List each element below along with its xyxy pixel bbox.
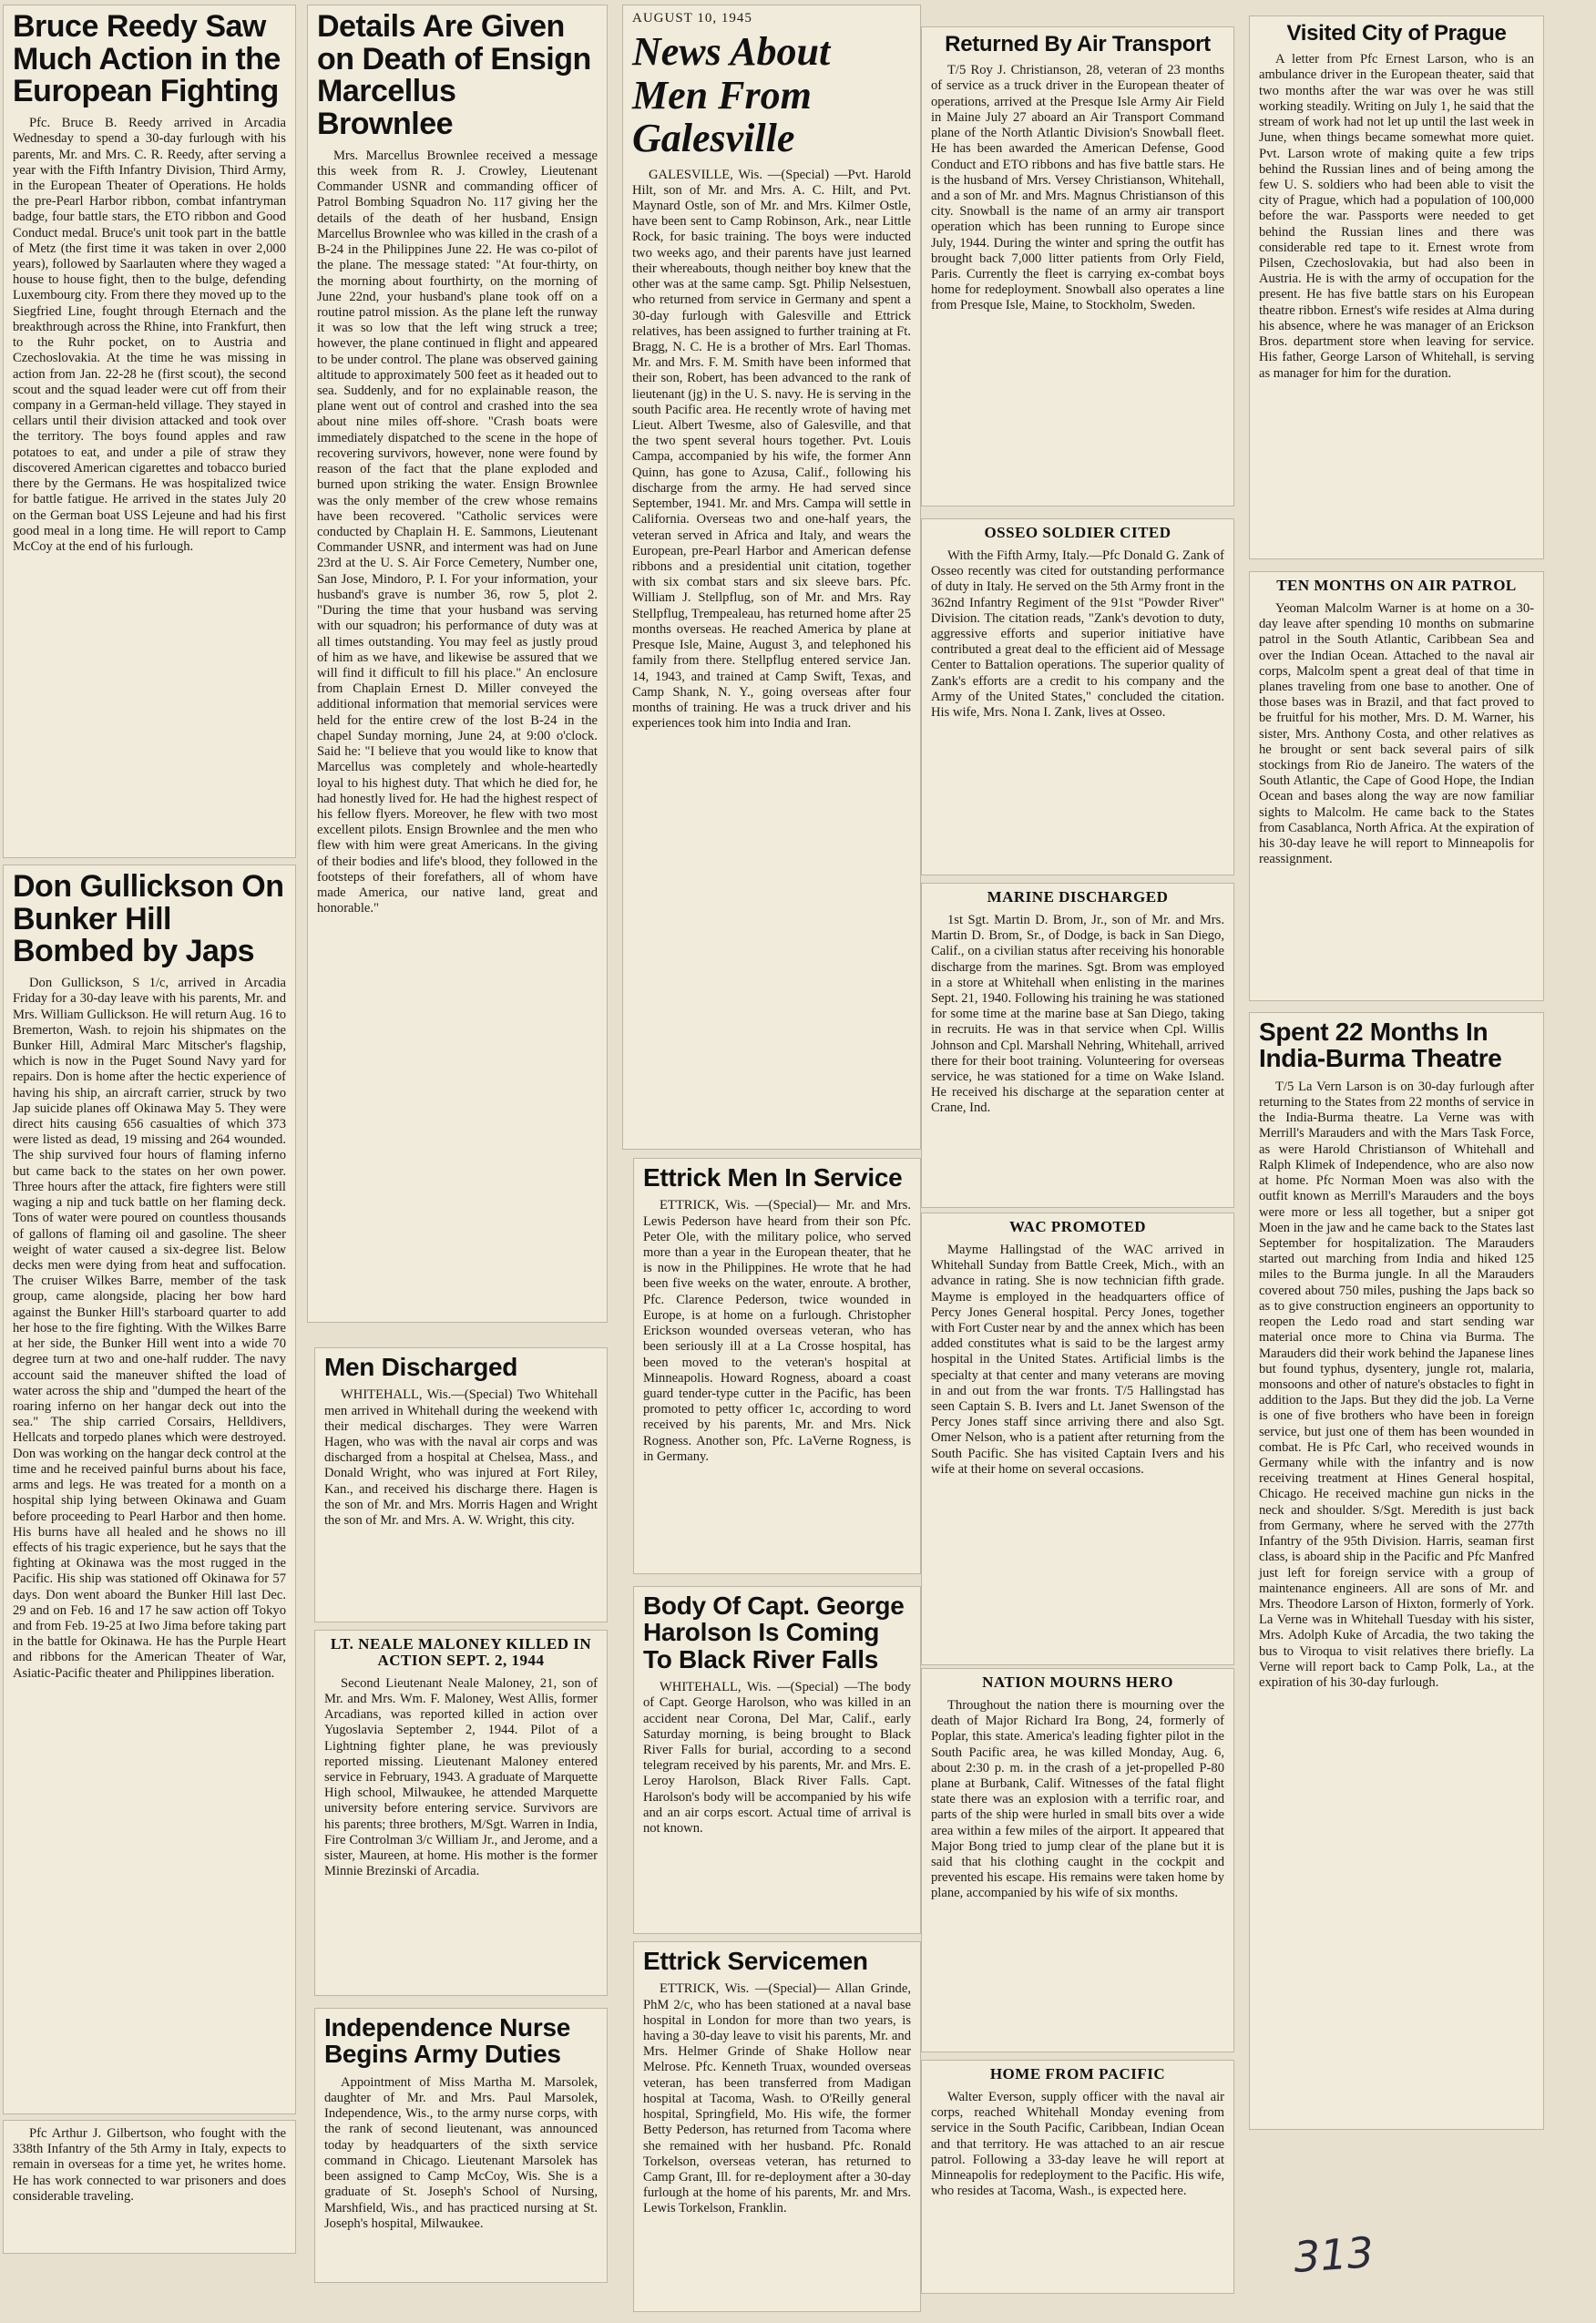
dateline: AUGUST 10, 1945 [632, 11, 752, 26]
headline: Ettrick Servicemen [643, 1947, 868, 1975]
headline: Independence Nurse Begins Army Duties [324, 2013, 571, 2069]
article-body: 1st Sgt. Martin D. Brom, Jr., son of Mr. and Mrs. Martin D. Brom, Sr., of Dodge, is back in San Diego, Calif., on a civilian status after receiving his honorable discharge from the marines. Sgt. Brom was employed in a store at Whitehall when enlisting in the marines Sept. 21, 1940. Following his training he was stationed for some time at the marine base at San Diego, taking in recruits. He was in that service when Cpl. Willis Johnson and Cpl. Marshall Nehring, Whitehall, arrived there for their boot training. Volunteering for overseas service, he was stationed for a time on Wake Island. He received his discharge at the separation center at Crane, Ind. [931, 912, 1224, 1116]
headline: Bruce Reedy Saw Much Action in the European Fighting [13, 9, 281, 109]
article-zank [922, 519, 1233, 875]
article-body: T/5 Roy J. Christianson, 28, veteran of 23 months of service as a truck driver in the European theater of operations, arrived at the Presque Isle Army Air Field in Maine July 27 aboard an Air Transport Command plane of the North Atlantic Division's Snowball fleet. He has been awarded the American Defense, Good Conduct and ETO ribbons and has five battle stars. He is the husband of Mrs. Versey Christianson, Whitehall, and a son of Mr. and Mrs. Magnus Christianson of this city. Snowball is the name of an army air transport operation which has been running to Europe since July, 1944. During the winter and spring the outfit has brought back 7,000 litter patients from Orly Field, Paris. Currently the fleet is carrying ex-combat boys home for redeployment. Snowball also operates a line from Presque Isle, Maine, to Stockholm, Sweden. [931, 63, 1224, 313]
article-ettrick-servicemen [634, 1942, 920, 2311]
article-gullickson [4, 865, 295, 2113]
article-body: Pfc. Bruce B. Reedy arrived in Arcadia Wednesday to spend a 30-day furlough with his parents, Mr. and Mrs. C. R. Reedy, after serving a year with the Fifth Infantry Division, Third Army, in the European Theater of Operations. He holds the pre-Pearl Harbor ribbon, combat infantryman badge, four battle stars, the ETO ribbon and Good Conduct medal. Bruce's unit took part in the battle of Metz (the first time it was taken in over 2,000 years), followed by Saarlauten where they waged a house to house fight, then to the bulge, defending Luxembourg city. From there they moved up to the Siegfried Line, fought through Eternach and the breakthrough across the Rhine, into Frankfurt, then to the Ruhr pocket, on to Austria and Czechoslovakia. At the time he was missing in action from Jan. 22-28 he (first scout), the second scout and the squad leader were cut off from their company in a German-held village. They stayed in cellars until their division attacked and took over the territory. The boys found apples and raw potatoes to eat, and under a pile of straw they discovered American cigarettes and tobacco buried there by the Germans. He was hospitalized twice for battle fatigue. He arrived in the states July 20 on the German boat USS Lejeune and had his first good meal in a long time. He will report to Camp McCoy at the end of his furlough. [13, 116, 286, 554]
article-body: WHITEHALL, Wis. —(Special) —The body of Capt. George Harolson, who was killed in an accident near Corona, Del Mar, Calif., early Saturday morning, is being brought to Black River Falls for burial, according to a second telegram received by his parents, Mr. and Mrs. E. Leroy Harolson, Black River Falls. Capt. Harolson's body will be accompanied by his wife and an air corps escort. Actual time of arrival is not known. [643, 1680, 911, 1837]
article-maloney [315, 1631, 607, 1995]
article-body: ETTRICK, Wis. —(Special)— Mr. and Mrs. Lewis Pederson have heard from their son Pfc. Peter Ole, with the military police, who served more than a year in the European theater, that he is now in the Philippines. He wrote that he had been five weeks on the water, enroute. A brother, Pfc. Clarence Pederson, twice wounded in Europe, is at home on a furlough. Christopher Erickson wounded overseas veteran, who has been seriously ill at a La Crosse hospital, has been moved to the veteran's hospital at Minneapolis. Howard Rogness, aboard a coast guard tender-type cutter in the Pacific, has been promoted to petty officer 1c, according to word received by his parents, Mr. and Mrs. Nick Rogness. Another son, Pfc. LaVerne Rogness, is in Germany. [643, 1198, 911, 1464]
headline: MARINE DISCHARGED [987, 888, 1169, 906]
headline: HOME FROM PACIFIC [989, 2065, 1166, 2083]
article-body: Second Lieutenant Neale Maloney, 21, son of Mr. and Mrs. Wm. F. Maloney, West Allis, former Arcadians, was reported killed in action over Yugoslavia September 2, 1944. Pilot of a Lightning fighter plane, he was previously reported missing. Lieutenant Maloney entered service in February, 1943. A graduate of Marquette High school, Milwaukee, he attended Marquette university before entering service. Survivors are his parents; three brothers, M/Sgt. Warren in India, Fire Controlman 3/c William Jr., and Jerome, and a sister, Maureen, at home. His mother is the former Minnie Brezinski of Arcadia. [324, 1675, 598, 1879]
article-brom [922, 884, 1233, 1207]
headline: LT. NEALE MALONEY KILLED IN ACTION SEPT. 2, 1944 [330, 1635, 592, 1669]
article-reedy [4, 5, 295, 857]
article-body: T/5 La Vern Larson is on 30-day furlough after returning to the States from 22 months of service in the India-Burma theatre. La Verne was with Merrill's Marauders and with the Mars Task Force, as were Harold Christianson of Whitehall and Ralph Klimek of Independence, who are also now at home. Pfc Norman Moen was also with the outfit known as Merrill's Marauders and the boys were more or less all together, but a sniper got Moen in the jaw and he came back to the States last September for hospitalization. The Marauders started out marching from India and hiked 125 miles to the Burma jungle. In all the Marauders covered about 750 miles, pushing the Japs back so as to give construction engineers an opportunity to reopen the Ledo road and start sending war material once more to China via Burma. The Marauders did their work behind the Japanese lines but found typhus, dysentery, jungle rot, malaria, monsoons and other of nature's obstacles to fight in addition to the Japs. But they did the job. La Verne is one of five brothers who have been in foreign service, but just one of them has been wounded in combat. He is Pfc Carl, who received wounds in Germany while with the infantry and is now receiving treatment at Hines General hospital, Chicago. He received machine gun nicks in the neck and shoulder. S/Sgt. Meredith is just back from Germany, where he served with the 277th Infantry of the 95th Division. Harris, seaman first class, is aboard ship in the Pacific and Pfc Manfred just left for foreign service with a group of maintenance engineers. All are sons of Mr. and Mrs. Theodore Larson of Hixton, formerly of York. La Verne was in Whitehall Tuesday with his sister, Mrs. Adolph Kuke of Arcadia, the two taking the bus to Viroqua to visit relatives there briefly. La Verne will report back to Camp Polk, La., at the expiration of his 30-day furlough. [1259, 1079, 1534, 1691]
page-number: 313 [1292, 2227, 1376, 2282]
headline: Body Of Capt. George Harolson Is Coming To Black River Falls [643, 1591, 905, 1673]
article-body: With the Fifth Army, Italy.—Pfc Donald G. Zank of Osseo recently was cited for outstanding performance of duty in Italy. He served on the 5th Army front in the 362nd Infantry Regiment of the 91st "Powder River" Division. The citation reads, "Zank's devotion to duty, aggressive efforts and superior initiative have contributed a great deal to the efficient aid of Message Center to Battalion operations. The superior quality of Zank's efforts are a credit to his company and the Army of the United States," concluded the citation. His wife, Mrs. Nona I. Zank, lives at Osseo. [931, 547, 1224, 721]
article-body: Walter Everson, supply officer with the naval air corps, reached Whitehall Monday evening from service in the South Pacific, Caribbean, Indian Ocean and that territory. He was attached to an air rescue patrol. Following a 33-day leave he will report at Minneapolis for redeployment to the Pacific. His wife, who resides at Tacoma, Wash., is expected here. [931, 2089, 1224, 2199]
article-body: Don Gullickson, S 1/c, arrived in Arcadia Friday for a 30-day leave with his parents, Mr. and Mrs. William Gullickson. He will return Aug. 16 to Bremerton, Wash. to rejoin his shipmates on the Bunker Hill, Admiral Marc Mitscher's flagship, which is now in the Puget Sound Navy yard for repairs. Don is home after the hectic experience of having his ship, an aircraft carrier, struck by two Jap suicide planes off Okinawa May 5. They were direct hits causing 656 casualties of which 373 were listed as dead, 19 missing and 264 wounded. The ship survived four hours of flaming inferno but came back to the states on her own power. Three hours after the attack, fire fighters were still waging a nip and tuck battle on her flaming deck. Tons of water were poured on countless thousands of gallons of flaming oil and gasoline. The sheer weight of water caused a six-degree list. Below decks men were dying from heat and suffocation. The cruiser Wilkes Barre, member of the task group, came alongside, placing her bow hard against the Bunker Hill's starboard quarter to add her hose to the fire fighting. With the Wilkes Barre at her side, the Bunker Hill went into a wide 70 degree turn at two and one-half rudder. The navy account said the maneuver shifted the load of water across the ship and "dumped the heart of the roaring inferno on her hangar deck out into the sea." The ship carried Corsairs, Helldivers, Hellcats and torpedo planes which were destroyed. Don was working on the hangar deck control at the time and he received painful burns about his face, arms and legs. He was treated for a month on a hospital ship lying between Okinawa and Guam before proceeding to Pearl Harbor and then home. His burns have all healed and he shows no ill effects of his tragic experience, but he says that the fighting at Okinawa was the most rugged in the Pacific. His ship was stationed off Okinawa for 57 days. Don went aboard the Bunker Hill last Dec. 29 and on Feb. 16 and 17 he saw action off Tokyo and from Feb. 19-25 at Iwo Jima before taking part in the battle for Okinawa. He has the Purple Heart and ribbons for the American Theater of War, Asiatic-Pacific theater and Philippines liberation. [13, 976, 286, 1681]
article-men-discharged [315, 1348, 607, 1622]
headline: Don Gullickson On Bunker Hill Bombed by Japs [13, 869, 284, 969]
article-christianson [922, 27, 1233, 506]
headline: WAC PROMOTED [1008, 1218, 1147, 1235]
article-body: WHITEHALL, Wis.—(Special) Two Whitehall men arrived in Whitehall during the weekend with their medical discharges. They were Warren Hagen, who was with the naval air corps and was discharged from a hospital at Chelsea, Mass., and Donald Wright, who was injured at Fort Riley, Kan., and received his discharge there. Hagen is the son of Mr. and Mrs. Morris Hagen and Wright the son of Mr. and Mrs. A. W. Wright, this city. [324, 1387, 598, 1529]
article-body: Mrs. Marcellus Brownlee received a message this week from R. J. Crowley, Lieutenant Commander USNR and commanding officer of Patrol Bombing Squadron No. 117 giving her the details of the death of her husband, Ensign Marcellus Brownlee who was killed in the crash of a B-24 in the Philippines June 22. He was co-pilot of the plane. The message stated: "At four-thirty, on the morning about fourthirty, on the morning of June 22nd, your husband's plane took off on a routine patrol mission. As the plane left the runway it was so low that the left wing struck a tree; however, the plane continued in flight and appeared to be under control. The plane was observed gaining altitude to approximately 500 feet as it headed out to sea. Suddenly, and for no explainable reason, the plane went out of control and crashed into the sea about nine miles off-shore. "Crash boats were immediately dispatched to the scene in the hope of recovering survivors, however, none were found by reason of the fact that the plane exploded and burned upon striking the water. Ensign Brownlee was the only member of the crew whose remains have been recovered. "Catholic services were conducted by Chaplain H. E. Sammons, Lieutenant Commander USNR, and interment was had on June 23rd at the U. S. Air Force Cemetery, Number one, San Jose, Mindoro, P. I. For your information, your husband's grave is number 36, row 5, plot 2. "During the time that your husband was serving with our squadron; his performance of duty was at all times outstanding. You may feel as justly proud of him as we have, and likewise be assured that we will find it difficult to fill his place." An enclosure from Chaplain Ernest D. Miller conveyed the additional information that memorial services were held for the entire crew of the lost B-24 in the chapel Sunday morning, June 24, at 9:00 o'clock. Said he: "I believe that you would like to know that Marcellus was completely and whole-heartedly loyal to his highest duty. That which he died for, he had honestly lived for. He had the highest respect of his fellow flyers. Moreover, he flew with two most excellent pilots. Ensign Brownlee and the men who flew with him were great Americans. In the giving of their bodies and life's blood, they followed in the footsteps of their forefathers, all of whom have made America, our native land, great and honorable." [317, 148, 598, 916]
article-harolson [634, 1587, 920, 1933]
article-body: Throughout the nation there is mourning over the death of Major Richard Ira Bong, 24, formerly of Poplar, this state. America's leading fighter pilot in the South Pacific area, he was killed Monday, Aug. 6, about 2:30 p. m. in the crash of a jet-propelled P-80 plane at Burbank, Calif. Witnesses of the fatal flight state there was an explosion with a terrific roar, and parts of the ship were hurled in small bits over a wide area within a few miles of the airport. It appeared that Major Bong tried to jump clear of the plane but it is said that his clothing caught in the cockpit and prevented his escape. His remains were taken home by plane, accompanied by his wife of six months. [931, 1697, 1224, 1901]
article-warner [1250, 572, 1543, 1000]
article-wac [922, 1213, 1233, 1664]
article-body: Appointment of Miss Martha M. Marsolek, daughter of Mr. and Mrs. Paul Marsolek, Independence, Wis., to the army nurse corps, with the rank of second lieutenant, was announced today by headquarters of the sixth service command in Chicago. Lieutenant Marsolek has been assigned to Camp McCoy, Wis. She is a graduate of St. Joseph's School of Nursing, Marshfield, Wis., and has practiced nursing at St. Joseph's hospital, Milwaukee. [324, 2074, 598, 2231]
article-body: Yeoman Malcolm Warner is at home on a 30-day leave after spending 10 months on submarine patrol in the South Atlantic, Caribbean Sea and over the Indian Ocean. Attached to the naval air corps, Malcolm spent a great deal of that time in planes traveling from one base to another. One of those bases was in Brazil, and that fact proved to be fruitful for his mother, Mrs. D. M. Warner, his sister, Mrs. Anthony Costa, and other relatives as he brought or sent back several pairs of silk stockings from Rio de Janeiro. The waters of the South Atlantic, the Cape of Good Hope, the Indian Ocean and bases along the way are now familiar sights to Malcolm. He came back to the States from Casablanca, North Africa. At the expiration of his 30-day leave he will report to Minneapolis for reassignment. [1259, 600, 1534, 867]
headline: NATION MOURNS HERO [982, 1673, 1173, 1691]
headline: Spent 22 Months In India-Burma Theatre [1259, 1018, 1502, 1073]
article-brownlee [308, 5, 607, 1322]
headline: Visited City of Prague [1286, 21, 1507, 46]
headline: Details Are Given on Death of Ensign Marcellus Brownlee [317, 9, 591, 142]
article-body: ETTRICK, Wis. —(Special)— Allan Grinde, PhM 2/c, who has been stationed at a naval base hospital in London for more than two years, is having a 30-day leave to visit his parents, Mr. and Mrs. Helmer Grinde of Shake Hollow near Melrose. Pfc. Kenneth Truax, wounded overseas veteran, has been transferred from Madigan hospital at Tacoma, Wash. to O'Reilly general hospital, Springfield, Mo. His wife, the former Betty Pederson, has returned from Tacoma where she remained with her husband. Pfc. Ronald Torkelson, overseas veteran, has returned to Camp Grant, Ill. for re-deployment after a 30-day furlough at the home of his parents, Mr. and Mrs. Lewis Torkelson, Franklin. [643, 1981, 911, 2216]
article-body: Mayme Hallingstad of the WAC arrived in Whitehall Sunday from Battle Creek, Mich., with an advance in rating. She is now technician fifth grade. Mayme is employed in the headquarters office of Percy Jones General hospital. Percy Jones, together with Fort Custer near by and the annex which has been added constitutes what is said to be the largest army hospital in the United States. Artificial limbs is the specialty at that center and many veterans are moving in and out from the war fronts. T/5 Hallingstad has seen Captain S. B. Ivers and Lt. Janet Swenson of the Percy Jones staff since arriving there and also Sgt. Omer Nelson, who is a patient after returning from the South Pacific. She has visited Captain Ivers and his wife at their home on several occasions. [931, 1242, 1224, 1477]
article-body: GALESVILLE, Wis. —(Special) —Pvt. Harold Hilt, son of Mr. and Mrs. A. C. Hilt, and Pvt. Maynard Ostle, son of Mr. and Mrs. Kilmer Ostle, have been sent to Camp Robinson, Ark., near Little Rock, for basic training. The boys were inducted two weeks ago, and their parents have just learned their whereabouts, though neither boy knew that the other was at the same camp. Sgt. Philip Nelsestuen, who returned from service in Germany and spent a 30-day furlough with Galesville and Ettrick relatives, has been assigned to further training at Ft. Bragg, N. C. He is a brother of Mrs. Earl Thomas. Mr. and Mrs. F. M. Smith have been informed that their son, Robert, has been advanced to the rank of lieutenant (jg) in the U. S. navy. He is serving in the south Pacific area. He recently wrote of having met Lieut. Albert Twesme, also of Galesville, and that the two spent several hours together. Pvt. Louis Campa, accompanied by his wife, the former Ann Quinn, has gone to Azusa, Calif., following his discharge from the army. He had served since September, 1941. Mr. and Mrs. Campa will settle in California. Overseas two and one-half years, the veteran served in Africa and Italy, and wears the European, pre-Pearl Harbor and American defense ribbons and a presidential unit citation, together with six combat stars and six sleeve bars. Pfc. William J. Stellpflug, son of Mr. and Mrs. Ray Stellpflug, Trempealeau, has returned home after 25 months overseas. He reached America by plane at Presque Isle, Maine, August 3, and telephoned his family from there. Stellpflug entered service Jan. 14, 1943, and trained at Camp Swift, Texas, and Camp Shank, N. Y., going overseas after four months of training. He was a truck driver and his experiences took him into India and Iran. [632, 167, 911, 732]
article-body: A letter from Pfc Ernest Larson, who is an ambulance driver in the European theater, said that two months after the war was over he was still working steadily. Writing on July 1, he said that the stream of work had not let up until the last week in June, when things became somewhat more quiet. Pvt. Larson wrote of making quite a few trips behind the Russian lines and of being among the few U. S. soldiers who had been able to visit the city of Prague, which had a population of 100,000 before the war. Passports were needed to get behind the Russian lines and there was considerable red tape to it. Ernest wrote from Pilsen, Czechoslovakia, but had also been in Austria. He is with the army of occupation for the present. He has five battle stars on his European theatre ribbon. Ernest's wife resides at Alma during his absence, where he was manager of an Erickson Bros. department store when leaving for service. His father, George Larson of Whitehall, is serving as manager for him for the duration. [1259, 52, 1534, 381]
article-prague [1250, 16, 1543, 558]
headline: Men Discharged [324, 1353, 518, 1381]
article-india-burma [1250, 1013, 1543, 2129]
article-body: Pfc Arthur J. Gilbertson, who fought with the 338th Infantry of the 5th Army in Italy, expects to remain in overseas for a time yet, he writes home. He has work connected to war prisoners and does considerable traveling. [13, 2126, 286, 2204]
headline: News About Men From Galesville [632, 29, 831, 161]
article-ettrick-men [634, 1159, 920, 1573]
headline: Ettrick Men In Service [643, 1163, 903, 1192]
headline: TEN MONTHS ON AIR PATROL [1276, 577, 1517, 594]
article-bong [922, 1669, 1233, 2052]
headline: OSSEO SOLDIER CITED [984, 524, 1171, 541]
article-gilbertson [4, 2121, 295, 2253]
article-galesville [623, 5, 920, 1149]
article-everson [922, 2061, 1233, 2293]
headline: Returned By Air Transport [945, 32, 1211, 56]
article-nurse [315, 2009, 607, 2282]
